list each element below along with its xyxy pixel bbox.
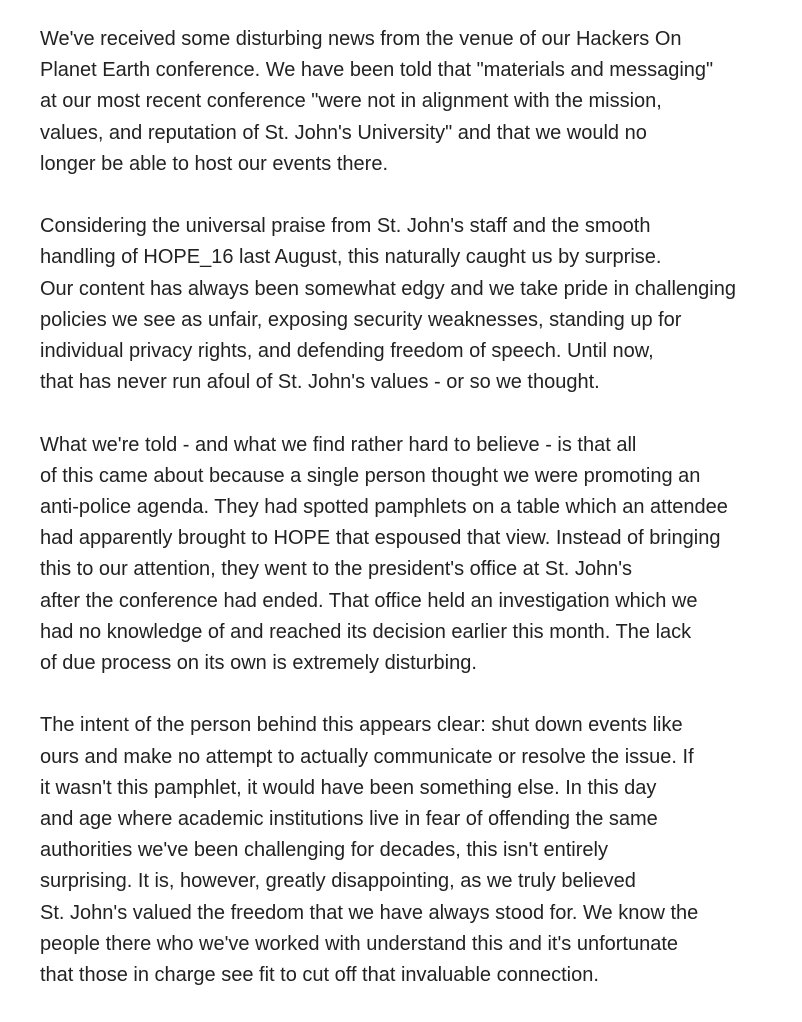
paragraph-pamphlet-story <box>40 430 800 680</box>
text-line: St. John's valued the freedom that we have always stood for. We know the <box>40 901 699 924</box>
text-line: that those in charge see fit to cut off that invaluable connection. <box>40 964 599 987</box>
text-line: of due process on its own is extremely disturbing. <box>40 652 477 675</box>
text-line: longer be able to host our events there. <box>40 152 389 175</box>
text-line: of this came about because a single person thought we were promoting an <box>40 464 701 487</box>
text-line: and age where academic institutions live in fear of offending the same <box>40 808 658 831</box>
text-line: values, and reputation of St. John's University" and that we would no <box>40 121 647 144</box>
text-line: We've received some disturbing news from the venue of our Hackers On <box>40 28 682 50</box>
text-line: people there who we've worked with understand this and it's unfortunate <box>40 932 679 955</box>
text-line: individual privacy rights, and defending freedom of speech. Until now, <box>40 340 654 363</box>
paragraph-venue-news <box>40 24 800 180</box>
text-line: Planet Earth conference. We have been told that "materials and messaging" <box>40 59 714 82</box>
text-line: Considering the universal praise from St. John's staff and the smooth <box>40 215 651 238</box>
text-line: Our content has always been somewhat edgy and we take pride in challenging <box>40 277 736 300</box>
text-line: at our most recent conference "were not in alignment with the mission, <box>40 90 662 113</box>
text-line: anti-police agenda. They had spotted pamphlets on a table which an attendee <box>40 496 728 519</box>
text-line: had apparently brought to HOPE that espoused that view. Instead of bringing <box>40 527 721 550</box>
text-line: it wasn't this pamphlet, it would have been something else. In this day <box>40 776 657 799</box>
text-line: policies we see as unfair, exposing security weaknesses, standing up for <box>40 308 682 331</box>
text-line: ours and make no attempt to actually communicate or resolve the issue. If <box>40 745 694 768</box>
text-line: this to our attention, they went to the president's office at St. John's <box>40 558 633 581</box>
text-line: handling of HOPE_16 last August, this naturally caught us by surprise. <box>40 246 662 269</box>
text-line: authorities we've been challenging for decades, this isn't entirely <box>40 839 608 862</box>
paragraph-surprise <box>40 211 800 398</box>
text-line: surprising. It is, however, greatly disappointing, as we truly believed <box>40 870 636 893</box>
document-body <box>40 24 800 1022</box>
text-line: after the conference had ended. That office held an investigation which we <box>40 589 698 612</box>
text-line: What we're told - and what we find rather hard to believe - is that all <box>40 433 637 456</box>
text-line: The intent of the person behind this appears clear: shut down events like <box>40 714 683 737</box>
text-line: had no knowledge of and reached its decision earlier this month. The lack <box>40 620 692 643</box>
text-line: that has never run afoul of St. John's values - or so we thought. <box>40 371 600 394</box>
paragraph-intent <box>40 710 800 991</box>
